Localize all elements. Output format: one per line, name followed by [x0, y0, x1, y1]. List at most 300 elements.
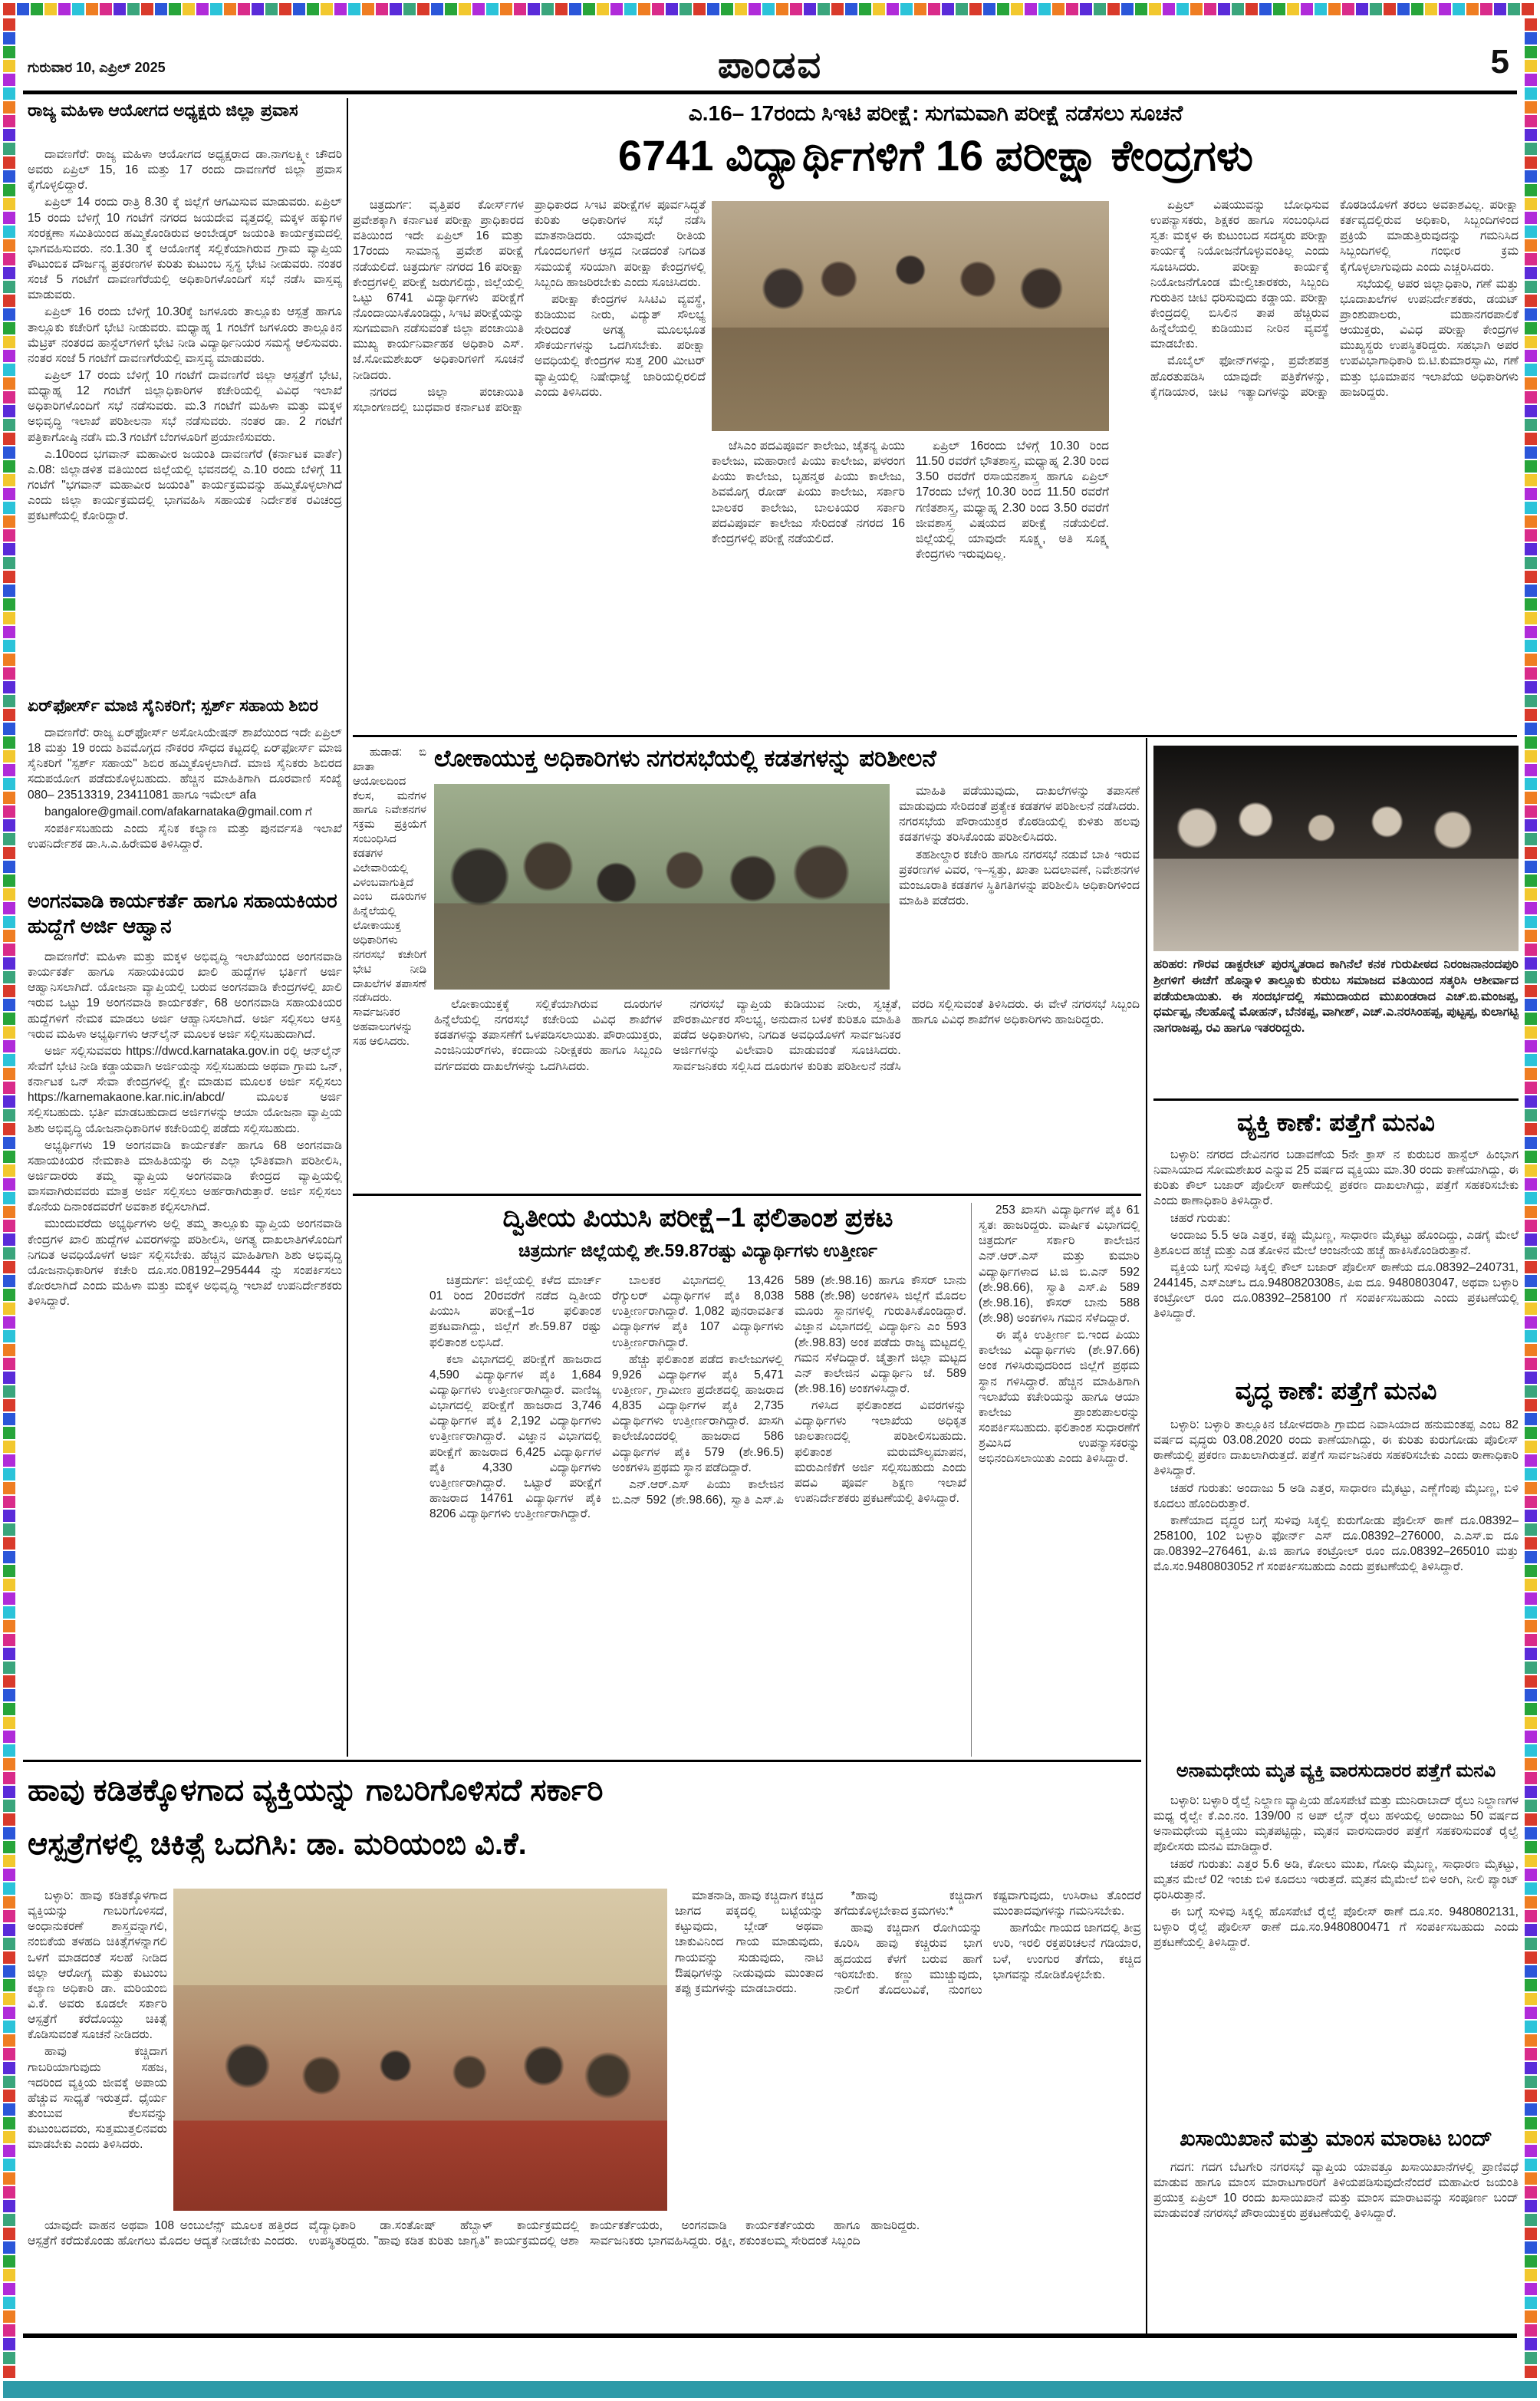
border-square: [1525, 446, 1537, 459]
border-square: [1525, 1938, 1537, 1950]
border-square: [707, 3, 719, 15]
border-square: [1525, 1758, 1537, 1770]
headline-puc-results: ದ್ವಿತೀಯ ಪಿಯುಸಿ ಪರೀಕ್ಷೆ–1 ಫಲಿತಾಂಶ ಪ್ರಕಟ: [502, 1203, 893, 1233]
border-square: [1135, 3, 1147, 15]
border-square: [749, 3, 761, 15]
border-square: [3, 101, 15, 114]
border-square: [1525, 488, 1537, 500]
border-square: [1525, 1468, 1537, 1480]
border-square: [3, 1247, 15, 1260]
border-square: [3, 433, 15, 445]
border-square: [3, 2186, 15, 2198]
rule-page-bottom: [23, 2333, 1517, 2338]
border-square: [3, 129, 15, 141]
border-square: [1525, 1800, 1537, 1812]
border-square: [1525, 1220, 1537, 1232]
border-square: [1525, 1247, 1537, 1260]
border-square: [3, 681, 15, 693]
border-square: [293, 3, 305, 15]
border-square: [3, 322, 15, 334]
border-square: [3, 156, 15, 169]
divider-right-rail: [1146, 738, 1147, 2333]
border-top-squares: [3, 3, 1534, 15]
border-bottom-bar: [3, 2381, 1537, 2398]
border-square: [3, 1137, 15, 1149]
border-square: [3, 1579, 15, 1591]
border-square: [1525, 1399, 1537, 1411]
border-square: [1525, 957, 1537, 970]
border-square: [3, 2172, 15, 2185]
border-square: [1525, 1095, 1537, 1108]
border-square: [238, 3, 250, 15]
border-square: [3, 1662, 15, 1674]
body-paragraph: ದಾವಣಗೆರೆ: ರಾಜ್ಯ ಏರ್‌ಫೋರ್ಸ್ ಅಸೋಸಿಯೇಷನ್ ಶಾಖೆಯಿಂದ ಇದೇ ಏಪ್ರಿಲ್ 18 ಮತ್ತು 19 ರಂದು ಶಿವಮೊಗ್ಗದ ನೌಕರರ ಸೌಧದ ಕಟ್ಟದಲ್ಲಿ ಏರ್‌ಫೋರ್ಸ್ ಮಾಜಿ ಸೈನಿಕರಿಗೆ "ಸ್ಪರ್ಶ್ ಸಹಾಯ" ಶಿಬಿರ ಹಮ್ಮಿಕೊಳ್ಳಲಾಗಿದೆ. ಮಾಜಿ ಸೈನಿಕರು ಶಿಬಿರದ ಸದುಪಯೋಗ ಪಡೆದುಕೊಳ್ಳಬಹುದು. ಹೆಚ್ಚಿನ ಮಾಹಿತಿಗಾಗಿ ದೂರವಾಣಿ ಸಂಖ್ಯೆ 080– 23513319, 23411081 ಹಾಗೂ ಇಮೇಲ್ afa: [28, 726, 342, 802]
border-square: [555, 3, 568, 15]
border-square: [721, 3, 733, 15]
border-square: [1525, 1634, 1537, 1646]
border-square: [1525, 1924, 1537, 1936]
border-square: [3, 1275, 15, 1287]
border-square: [3, 2214, 15, 2226]
border-square: [1525, 805, 1537, 818]
headline-unknown-dead: ಅನಾಮಧೇಯ ಮೃತ ವ್ಯಕ್ತಿ ವಾರಸುದಾರರ ಪತ್ತೆಗೆ ಮನವಿ: [1176, 1760, 1496, 1781]
border-square: [3, 902, 15, 914]
border-square: [1525, 1316, 1537, 1329]
border-square: [155, 3, 167, 15]
body-paragraph: ಸಭೆಯಲ್ಲಿ ಅಪರ ಜಿಲ್ಲಾಧಿಕಾರಿ, ಗಣೆ ಮತ್ತು ಭೂದಾಖಲೆಗಳ ಉಪನಿರ್ದೇಶಕರು, ಡಯಟ್ ಪ್ರಾಂಶುಪಾಲರು, ಮಹಾನಗರಪಾಲಿಕೆ ಆಯುಕ್ತರು, ವಿವಿಧ ಪರೀಕ್ಷಾ ಕೇಂದ್ರಗಳ ಮುಖ್ಯಸ್ಥರು ಉಪಸ್ಥಿತರಿದ್ದರು. ಸಹಭಾಗಿ ಅಪರ ಉಪವಿಭಾಗಾಧಿಕಾರಿ ಬಿ.ಟಿ.ಕುಮಾರಸ್ವಾಮಿ, ಗಣೆ ಮತ್ತು ಭೂಮಾಪನ ಇಲಾಖೆಯ ಅಧಿಕಾರಿಗಳು ಹಾಜರಿದ್ದರು.: [1340, 277, 1519, 399]
border-square: [1525, 1385, 1537, 1398]
border-square: [348, 3, 360, 15]
border-square: [1525, 750, 1537, 762]
border-square: [3, 2076, 15, 2088]
edition-date: ಗುರುವಾರ 10, ಎಪ್ರಿಲ್ 2025: [28, 60, 166, 75]
border-square: [1525, 1979, 1537, 1991]
border-square: [3, 736, 15, 749]
border-square: [1525, 1841, 1537, 1853]
awareness-group-silhouettes: [173, 1889, 667, 2211]
border-square: [3, 1482, 15, 1494]
border-square: [3, 267, 15, 279]
page-number: 5: [1490, 43, 1509, 81]
border-square: [472, 3, 485, 15]
border-square: [3, 170, 15, 183]
body-paragraph: ಹಾಗೆಯೇ ಗಾಯದ ಜಾಗದಲ್ಲಿ ತೀವ್ರ ಉರಿ, ಇರಲಿ ರಕ್ತಪರಿಚಲನೆ ಗಡಿಯಾರ, ಬಳೆ, ಉಂಗುರ ತೆಗೆದು, ಕಚ್ಚಿದ ಭಾಗವನ್ನು ನೋಡಿಕೊಳ್ಳಬೇಕು.: [992, 1922, 1141, 1981]
border-square: [3, 1399, 15, 1411]
border-square: [3, 1565, 15, 1577]
border-square: [3, 1896, 15, 1909]
border-square: [624, 3, 637, 15]
border-square: [169, 3, 181, 15]
headline-missing-elder: ವೃದ್ಧ ಕಾಣೆ: ಪತ್ತೆಗೆ ಮನವಿ: [1235, 1377, 1437, 1405]
border-square: [252, 3, 264, 15]
border-square: [3, 971, 15, 983]
body-paragraph: ಎ.10ರಿಂದ ಭಗವಾನ್ ಮಹಾವೀರ ಜಯಂತಿ ದಾವಣಗೆರೆ (ಕರ್ನಾಟಕ ವಾರ್ತೆ) ಎ.08: ಜಿಲ್ಲಾಡಳಿತ ವತಿಯಿಂದ ಜಿಲ್ಲೆಯಲ್ಲಿ ಭವನದಲ್ಲಿ ಎ.10 ರಂದು ಬೆಳಿಗ್ಗೆ 11 ಗಂಟೆಗೆ "ಭಗವಾನ್ ಮಹಾವೀರ ಜಯಂತಿ" ಕಾರ್ಯಕ್ರಮವನ್ನು ಹಮ್ಮಿಕೊಳ್ಳಲಾಗಿದೆ ಎಂದು ಜಿಲ್ಲಾ ಕಾರ್ಯಕ್ರಮದಲ್ಲಿ ಭಾಗವಹಿಸಿ ಸಹಾಯಕ ನಿರ್ದೇಶಕ ರವಿಚಂದ್ರ ಪ್ರಕಟಣೆಯಲ್ಲಿ ಕೋರಿದ್ದಾರೆ.: [28, 447, 342, 523]
border-square: [3, 1054, 15, 1066]
border-square: [1525, 1648, 1537, 1660]
border-square: [1525, 1744, 1537, 1757]
border-square: [376, 3, 388, 15]
border-square: [3, 308, 15, 321]
border-square: [693, 3, 706, 15]
border-square: [1190, 3, 1203, 15]
border-square: [17, 3, 29, 15]
border-square: [100, 3, 112, 15]
border-square: [1525, 585, 1537, 597]
border-square: [3, 1330, 15, 1342]
border-square: [638, 3, 650, 15]
border-square: [1525, 129, 1537, 141]
border-square: [666, 3, 678, 15]
border-square: [1525, 1178, 1537, 1191]
border-square: [1245, 3, 1258, 15]
border-square: [3, 1385, 15, 1398]
border-square: [652, 3, 664, 15]
border-square: [321, 3, 333, 15]
border-square: [1525, 1496, 1537, 1508]
rule-below-cet: [353, 735, 1517, 737]
border-square: [3, 764, 15, 776]
border-square: [3, 1592, 15, 1605]
border-square: [1525, 833, 1537, 845]
border-square: [1342, 3, 1354, 15]
border-square: [3, 281, 15, 293]
border-square: [1453, 3, 1465, 15]
border-square: [1525, 1482, 1537, 1494]
border-square: [1094, 3, 1106, 15]
border-square: [1525, 999, 1537, 1011]
border-square: [3, 819, 15, 832]
body-paragraph: ಬಳ್ಳಾರಿ: ಹಾವು ಕಡಿತಕ್ಕೊಳಗಾದ ವ್ಯಕ್ತಿಯನ್ನು ಗಾಬರಿಗೊಳಿಸದೆ, ಅಂಧಾನುಕರಣೆ ಶಾಸ್ತ್ರವನ್ನಾಗಲಿ, ನಂಬಿಕೆಯ ತಳಹದಿ ಚಿಕಿತ್ಸೆಗಳನ್ನಾಗಲಿ ಒಳಗೆ ಮಾಡದಂತೆ ಸಲಹೆ ನೀಡಿದ ಜಿಲ್ಲಾ ಆರೋಗ್ಯ ಮತ್ತು ಕುಟುಂಬ ಕಲ್ಯಾಣ ಅಧಿಕಾರಿ ಡಾ. ಮರಿಯಂಬಿ ವಿ.ಕೆ. ಅವರು ಕೂಡಲೇ ಸರ್ಕಾರಿ ಆಸ್ಪತ್ರೆಗೆ ಕರೆದೊಯ್ದು ಚಿಕಿತ್ಸೆ ಕೊಡಿಸುವಂತೆ ಸೂಚನೆ ನೀಡಿದರು.: [28, 1889, 167, 2042]
body-paragraph: ಮಾತನಾಡಿ, ಹಾವು ಕಚ್ಚಿದಾಗ ಕಚ್ಚಿದ ಜಾಗದ ಪಕ್ಕದಲ್ಲಿ ಬಟ್ಟೆಯನ್ನು ಕಟ್ಟುವುದು, ಬ್ಲೇಡ್ ಅಥವಾ ಚಾಕುವಿನಿಂದ ಗಾಯ ಮಾಡುವುದು, ಗಾಯವನ್ನು ಸುಡುವುದು, ನಾಟಿ ಔಷಧಿಗಳನ್ನು ನೀಡುವುದು ಮುಂತಾದ ತಪ್ಪು ಕ್ರಮಗಳನ್ನು ಮಾಡಬಾರದು.: [675, 1889, 824, 1995]
border-square: [1525, 1910, 1537, 1922]
border-left-squares: [3, 18, 15, 2378]
border-square: [1525, 874, 1537, 887]
article-unknown-dead-body: [1153, 1793, 1519, 2116]
border-square: [1411, 3, 1423, 15]
border-square: [3, 377, 15, 390]
border-square: [3, 585, 15, 597]
border-square: [3, 1026, 15, 1039]
border-square: [1525, 1689, 1537, 1701]
border-square: [1149, 3, 1161, 15]
border-square: [1525, 778, 1537, 790]
border-square: [3, 2034, 15, 2047]
border-square: [1525, 364, 1537, 376]
border-square: [610, 3, 623, 15]
border-square: [1525, 1551, 1537, 1563]
border-square: [1080, 3, 1092, 15]
headline-missing-person: ವ್ಯಕ್ತಿ ಕಾಣೆ: ಪತ್ತೆಗೆ ಮನವಿ: [1237, 1108, 1435, 1136]
border-square: [1525, 170, 1537, 183]
border-square: [3, 1800, 15, 1812]
border-square: [1525, 2103, 1537, 2116]
border-square: [431, 3, 443, 15]
border-square: [1525, 2034, 1537, 2047]
border-square: [1525, 1951, 1537, 1964]
kicker-cet-exam: ಎ.16– 17ರಂದು ಸಿಇಟಿ ಪರೀಕ್ಷೆ: ಸುಗಮವಾಗಿ ಪರೀಕ್ಷೆ ನಡೆಸಲು ಸೂಚನೆ: [688, 101, 1183, 125]
border-square: [3, 2021, 15, 2033]
border-square: [403, 3, 416, 15]
border-square: [1525, 1537, 1537, 1550]
body-paragraph: ಕಾಣೆಯಾದ ವೃದ್ಧರ ಬಗ್ಗೆ ಸುಳಿವು ಸಿಕ್ಕಲ್ಲಿ ಕುರುಗೋಡು ಪೊಲೀಸ್ ಠಾಣೆ ದೂ.08392–258100, 102 ಬಳ್ಳಾರಿ ಫೋರ್ನ್ ಎಸ್ ದೂ.08392–276000, ಎ.ಎಸ್.ಐ ದೂ ಡಾ.08392–276461, ಪಿ.ಜಿ ಹಾಗೂ ಕಂಟ್ರೋಲ್ ರೂಂ ದೂ.08392–265010 ಮತ್ತು ಮೊ.ಸಂ.9480803052 ಗೆ ಸಂಪರ್ಕಿಸಬಹುದು ಎಂದು ಪ್ರಕಟಣೆಯಲ್ಲಿ ತಿಳಿಸಿದ್ದಾರೆ.: [1153, 1513, 1519, 1574]
border-square: [44, 3, 57, 15]
body-paragraph: ಹೆಚ್ಚು ಫಲಿತಾಂಶ ಪಡೆದ ಕಾಲೇಜುಗಳಲ್ಲಿ 9,926 ವಿದ್ಯಾರ್ಥಿಗಳ ಪೈಕಿ 5,471 ಉತ್ತೀರ್ಣ, ಗ್ರಾಮೀಣ ಪ್ರದೇಶದಲ್ಲಿ ಹಾಜರಾದ 4,835 ವಿದ್ಯಾರ್ಥಿಗಳ ಪೈಕಿ 2,735 ವಿದ್ಯಾರ್ಥಿಗಳು ಉತ್ತೀರ್ಣರಾಗಿದ್ದಾರೆ. ಖಾಸಗಿ ಕಾಲೇಜೊಂದರಲ್ಲಿ ಹಾಜರಾದ 586 ವಿದ್ಯಾರ್ಥಿಗಳ ಪೈಕಿ 579 (ಶೇ.96.5) ಅಂಕಗಳಿಸಿ ಪ್ರಥಮ ಸ್ಥಾನ ಪಡೆದಿದ್ದಾರೆ.: [612, 1352, 784, 1474]
border-square: [1525, 529, 1537, 542]
border-square: [1525, 2090, 1537, 2102]
border-square: [3, 2228, 15, 2240]
border-square: [873, 3, 885, 15]
border-square: [1525, 1344, 1537, 1356]
border-square: [1038, 3, 1051, 15]
border-square: [1525, 861, 1537, 873]
border-square: [1525, 1620, 1537, 1632]
border-square: [1525, 612, 1537, 624]
border-square: [1370, 3, 1382, 15]
border-square: [1525, 543, 1537, 555]
border-square: [1525, 1427, 1537, 1439]
border-square: [1525, 764, 1537, 776]
harihara-felicitation-photo: [1153, 746, 1519, 951]
border-square: [1525, 902, 1537, 914]
border-square: [1525, 1303, 1537, 1315]
border-square: [1525, 1233, 1537, 1246]
border-square: [3, 2366, 15, 2378]
border-square: [1525, 239, 1537, 252]
border-square: [3, 1427, 15, 1439]
body-paragraph: ದಾವಣಗೆರೆ: ರಾಜ್ಯ ಮಹಿಳಾ ಆಯೋಗದ ಅಧ್ಯಕ್ಷರಾದ ಡಾ.ನಾಗಲಕ್ಷ್ಮೀ ಚೌದರಿ ಅವರು ಏಪ್ರಿಲ್ 15, 16 ಮತ್ತು 17 ರಂದು ದಾವಣಗೆರೆ ಜಿಲ್ಲಾ ಪ್ರವಾಸ ಕೈಗೊಳ್ಳಲಿದ್ದಾರೆ.: [28, 148, 342, 193]
border-square: [1525, 87, 1537, 100]
border-square: [541, 3, 554, 15]
article-lokayukta-bottom: [434, 997, 1140, 1189]
border-square: [1525, 916, 1537, 928]
border-square: [3, 874, 15, 887]
border-square: [3, 1813, 15, 1826]
article-anganwadi-body: [28, 950, 342, 1755]
border-square: [3, 2103, 15, 2116]
body-paragraph: ಏಪ್ರಿಲ್ 16ರಂದು ಬೆಳಿಗ್ಗೆ 10.30 ರಿಂದ 11.50 ರವರೆಗೆ ಭೌತಶಾಸ್ತ್ರ, ಮಧ್ಯಾಹ್ನ 2.30 ರಿಂದ 3.50 ರವರೆಗೆ ರಸಾಯನಶಾಸ್ತ್ರ ಹಾಗೂ ಏಪ್ರಿಲ್ 17ರಂದು ಬೆಳಿಗ್ಗೆ 10.30 ರಿಂದ 11.50 ರವರೆಗೆ ಗಣಿತಶಾಸ್ತ್ರ, ಮಧ್ಯಾಹ್ನ 2.30 ರಿಂದ 3.50 ರವರೆಗೆ ಜೀವಶಾಸ್ತ್ರ ವಿಷಯದ ಪರೀಕ್ಷೆ ನಡೆಯಲಿದೆ. ಜಿಲ್ಲೆಯಲ್ಲಿ ಯಾವುದೇ ಸೂಕ್ಷ್ಮ, ಅತಿ ಸೂಕ್ಷ್ಮ ಕೇಂದ್ರಗಳು ಇರುವುದಿಲ್ಲ.: [916, 440, 1109, 561]
border-square: [31, 3, 43, 15]
border-square: [3, 1717, 15, 1729]
border-square: [390, 3, 402, 15]
border-square: [58, 3, 71, 15]
article-missing-person-body: [1153, 1148, 1519, 1368]
border-square: [1525, 2007, 1537, 2019]
border-square: [3, 1151, 15, 1163]
border-square: [486, 3, 499, 15]
border-square: [818, 3, 830, 15]
border-square: [1301, 3, 1313, 15]
border-square: [3, 1206, 15, 1218]
border-square: [1525, 1703, 1537, 1715]
border-square: [3, 1303, 15, 1315]
border-square: [3, 1648, 15, 1660]
border-square: [983, 3, 995, 15]
border-square: [1525, 736, 1537, 749]
border-square: [762, 3, 775, 15]
border-square: [1525, 1109, 1537, 1121]
article-missing-elder-body: [1153, 1418, 1519, 1752]
border-square: [3, 1606, 15, 1619]
masthead-title: ಪಾಂಡವ: [717, 45, 823, 86]
border-square: [1525, 1068, 1537, 1080]
border-square: [3, 502, 15, 514]
border-square: [1525, 2200, 1537, 2212]
border-square: [1525, 1772, 1537, 1784]
border-square: [1525, 1510, 1537, 1522]
body-paragraph: ಚಹರೆ ಗುರುತು:: [1170, 1211, 1231, 1225]
rule-below-lokayukta: [353, 1194, 1141, 1196]
border-square: [1525, 1592, 1537, 1605]
border-square: [1525, 2172, 1537, 2185]
body-paragraph: ಬಳ್ಳಾರಿ: ಬಳ್ಳಾರಿ ತಾಲ್ಲೂಕಿನ ಜೋಳದರಾಶಿ ಗ್ರಾಮದ ನಿವಾಸಿಯಾದ ಹನುಮಂತಪ್ಪ ಎಂಬ 82 ವರ್ಷದ ವೃದ್ಧರು 03.08.2020 ರಂದು ಕಾಣೆಯಾಗಿದ್ದು, ಈ ಕುರಿತು ಕುರುಗೋಡು ಪೊಲೀಸ್ ಠಾಣೆಯಲ್ಲಿ ಪ್ರಕರಣ ದಾಖಲಾಗಿರುತ್ತದೆ. ಪತ್ತೆಗೆ ಸಾರ್ವಜನಿಕರು ಸಹಕರಿಸಬೇಕು ಎಂದು ಠಾಣಾಧಿಕಾರಿ ತಿಳಿಸಿದ್ದಾರೆ.: [1153, 1418, 1519, 1478]
body-paragraph: ಪರೀಕ್ಷಾ ಕೇಂದ್ರಗಳ ಸಿಸಿಟಿವಿ ವ್ಯವಸ್ಥೆ, ಕುಡಿಯುವ ನೀರು, ವಿದ್ಯುತ್ ಸೌಲಭ್ಯ ಸೇರಿದಂತೆ ಅಗತ್ಯ ಮೂಲಭೂತ ಸೌಕರ್ಯಗಳನ್ನು ಒದಗಿಸಬೇಕು. ಪರೀಕ್ಷಾ ಅವಧಿಯಲ್ಲಿ ಕೇಂದ್ರಗಳ ಸುತ್ತ 200 ಮೀಟರ್ ವ್ಯಾಪ್ತಿಯಲ್ಲಿ ನಿಷೇಧಾಜ್ಞೆ ಜಾರಿಯಲ್ಲಿರಲಿದೆ ಎಂದು ತಿಳಿಸಿದರು.: [535, 292, 706, 399]
border-square: [3, 1413, 15, 1425]
body-paragraph: ತಹಶೀಲ್ದಾರ ಕಚೇರಿ ಹಾಗೂ ನಗರಸಭೆ ನಡುವೆ ಬಾಕಿ ಇರುವ ಪ್ರಕರಣಗಳ ವಿವರ, ಇ–ಸ್ವತ್ತು, ಖಾತಾ ಬದಲಾವಣೆ, ನಿವೇಶನಗಳ ಮಂಜೂರಾತಿ ಕಡತಗಳ ಸ್ಥಿತಿಗತಿಗಳನ್ನು ಪರಿಶೀಲಿಸಿ ಅಧಿಕಾರಿಗಳಿಂದ ಮಾಹಿತಿ ಪಡೆದರು.: [899, 848, 1140, 907]
border-square: [1525, 2338, 1537, 2350]
body-paragraph: ದಾವಣಗೆರೆ: ಮಹಿಳಾ ಮತ್ತು ಮಕ್ಕಳ ಅಭಿವೃದ್ಧಿ ಇಲಾಖೆಯಿಂದ ಅಂಗನವಾಡಿ ಕಾರ್ಯಕರ್ತೆ ಹಾಗೂ ಸಹಾಯಕಿಯರ ಖಾಲಿ ಹುದ್ದೆಗಳ ಭರ್ತಿಗೆ ಅರ್ಜಿ ಆಹ್ವಾನಿಸಲಾಗಿದೆ. ಯೋಜನಾ ವ್ಯಾಪ್ತಿಯಲ್ಲಿ ಬರುವ ಅಂಗನವಾಡಿ ಕೇಂದ್ರಗಳಲ್ಲಿ ಖಾಲಿ ಇರುವ ಒಟ್ಟು 19 ಅಂಗನವಾಡಿ ಕಾರ್ಯಕರ್ತೆ, 68 ಅಂಗನವಾಡಿ ಸಹಾಯಕಿಯರ ಹುದ್ದೆಗಳಿಗೆ ನೇಮಕ ಮಾಡಲು ಅರ್ಜಿ ಆಹ್ವಾನಿಸಲಾಗಿದೆ. ಅರ್ಜಿ ಸಲ್ಲಿಸಲು ಆಸಕ್ತಿ ಇರುವ ಮಹಿಳಾ ಅಭ್ಯರ್ಥಿಗಳು ಆನ್‌ಲೈನ್ ಮೂಲಕ ಅರ್ಜಿ ಸಲ್ಲಿಸಬಹುದಾಗಿದೆ.: [28, 950, 342, 1041]
border-square: [3, 571, 15, 583]
rule-rail-1: [1153, 1098, 1519, 1101]
body-paragraph: ಹುಡಾಡ: ಬಿ ಖಾತಾ ಆಯೇೂಲದಿಂದ ಕೆಲಸ, ಮನೆಗಳ ಹಾಗೂ ನಿವೇಶನಗಳ ಸಕ್ರಮ ಪ್ರಕ್ರಿಯೆಗೆ ಸಂಬಂಧಿಸಿದ ಕಡತಗಳ ವಿಲೇವಾರಿಯಲ್ಲಿ ವಿಳಂಬವಾಗುತ್ತಿದೆ ಎಂಬ ದೂರುಗಳ ಹಿನ್ನೆಲೆಯಲ್ಲಿ ಲೋಕಾಯುಕ್ತ ಅಧಿಕಾರಿಗಳು ನಗರಸಭೆ ಕಚೇರಿಗೆ ಭೇಟಿ ನೀಡಿ ದಾಖಲೆಗಳ ತಪಾಸಣೆ ನಡೆಸಿದರು. ಸಾರ್ವಜನಿಕರ ಅಹವಾಲುಗಳನ್ನು ಸಹ ಆಲಿಸಿದರು.: [353, 746, 426, 1048]
border-square: [3, 2131, 15, 2143]
border-square: [1525, 502, 1537, 514]
border-square: [1525, 267, 1537, 279]
border-square: [210, 3, 222, 15]
border-square: [1525, 18, 1537, 31]
border-square: [942, 3, 954, 15]
border-square: [3, 1965, 15, 1978]
border-square: [183, 3, 195, 15]
border-square: [1397, 3, 1410, 15]
border-square: [500, 3, 512, 15]
snake-awareness-photo: [173, 1889, 667, 2211]
border-square: [3, 1703, 15, 1715]
header-rule: [23, 91, 1517, 94]
border-square: [3, 1689, 15, 1701]
border-square: [3, 239, 15, 252]
border-square: [279, 3, 291, 15]
border-square: [1204, 3, 1216, 15]
border-square: [3, 1551, 15, 1563]
border-square: [514, 3, 526, 15]
border-square: [3, 2048, 15, 2060]
border-square: [1525, 1813, 1537, 1826]
border-square: [459, 3, 471, 15]
article-lokayukta-side: [353, 746, 426, 1189]
border-square: [1525, 1965, 1537, 1978]
headline-slaughter-ban: ಖಸಾಯಿಖಾನೆ ಮತ್ತು ಮಾಂಸ ಮಾರಾಟ ಬಂದ್: [1180, 2126, 1492, 2150]
border-square: [3, 778, 15, 790]
border-square: [3, 888, 15, 901]
border-square: [569, 3, 581, 15]
border-square: [3, 1951, 15, 1964]
border-square: [1525, 1026, 1537, 1039]
border-square: [1525, 1206, 1537, 1218]
border-square: [72, 3, 84, 15]
headline-mahila-ayoga: ರಾಜ್ಯ ಮಹಿಳಾ ಆಯೋಗದ ಅಧ್ಯಕ್ಷರು ಜಿಲ್ಲಾ ಪ್ರವಾಸ: [28, 100, 298, 120]
border-square: [1525, 2214, 1537, 2226]
border-square: [3, 1068, 15, 1080]
body-paragraph: ಅಂದಾಜು 5.5 ಅಡಿ ಎತ್ತರ, ಕಪ್ಪು ಮೈಬಣ್ಣ, ಸಾಧಾರಣ ಮೈಕಟ್ಟು ಹೊಂದಿದ್ದು, ಎಡಗೈ ಮೇಲೆ ತ್ರಿಶೂಲದ ಹಚ್ಚೆ ಮತ್ತು ಎಡ ತೋಳಿನ ಮೇಲೆ ಆಂಜನೇಯ ಹಚ್ಚೆ ಹಾಕಿಸಿಕೊಂಡಿರುತ್ತಾನೆ.: [1153, 1228, 1519, 1257]
border-square: [1525, 709, 1537, 721]
border-square: [3, 226, 15, 238]
border-square: [3, 1938, 15, 1950]
border-square: [3, 1468, 15, 1480]
body-paragraph: bangalore@gmail.com/afakarnataka@gmail.com ಗೆ: [44, 805, 312, 818]
border-square: [3, 1233, 15, 1246]
border-square: [528, 3, 540, 15]
article-cet-body-left: [353, 198, 706, 727]
body-paragraph: ವ್ಯಕ್ತಿಯ ಬಗ್ಗೆ ಸುಳಿವು ಸಿಕ್ಕಲ್ಲಿ ಕೌಲ್ ಬಜಾರ್ ಪೊಲೀಸ್ ಠಾಣೆಯ ದೂ.08392–240731, 244145, ಎಸ್‌ಎಚ್‌ಒ ದೂ.9480820308ಽ, ಪಿಐ ದೂ. 9480803047, ಅಥವಾ ಬಳ್ಳಾರಿ ಕಂಟ್ರೋಲ್ ರೂಂ ದೂ.08392–258100 ಗೆ ಸಂಪರ್ಕಿಸಬಹುದು ಎಂದು ಪ್ರಕಟಣೆಯಲ್ಲಿ ತಿಳಿಸಿದ್ದಾರೆ.: [1153, 1260, 1519, 1321]
border-square: [1522, 3, 1534, 15]
border-square: [1525, 1082, 1537, 1094]
border-square: [3, 1441, 15, 1453]
border-square: [3, 1510, 15, 1522]
border-square: [1525, 944, 1537, 956]
headline-snakebite-line2: ಆಸ್ಪತ್ರೆಗಳಲ್ಲಿ ಚಿಕಿತ್ಸೆ ಒದಗಿಸಿ: ಡಾ. ಮರಿಯಂಬಿ ವಿ.ಕೆ.: [28, 1827, 527, 1861]
border-square: [3, 1537, 15, 1550]
border-square: [3, 1772, 15, 1784]
body-paragraph: ಏಪ್ರಿಲ್ 14 ರಂದು ರಾತ್ರಿ 8.30 ಕ್ಕೆ ಜಿಲ್ಲೆಗೆ ಆಗಮಿಸುವ ಮಾಡುವರು. ಏಪ್ರಿಲ್ 15 ರಂದು ಬೆಳಿಗ್ಗೆ 10 ಗಂಟೆಗೆ ನಗರದ ಜಯದೇವ ವೃತ್ತದಲ್ಲಿ ಮಕ್ಕಳ ಹಕ್ಕುಗಳ ಸಂರಕ್ಷಣಾ ಸಮಿತಿಯಿಂದ ಹಮ್ಮಿಕೊಂಡಿರುವ ಅಂಬೇಡ್ಕರ್ ಜಯಂತಿ ಕಾರ್ಯಕ್ರಮದಲ್ಲಿ ಭಾಗವಹಿಸುವರು. ನಂ.1.30 ಕ್ಕೆ ಆಯೋಗಕ್ಕೆ ಸಲ್ಲಿಕೆಯಾಗಿರುವ ಗ್ರಾಮ ವ್ಯಾಪ್ತಿಯ ಕೌಟುಂಬಿಕ ದೌರ್ಜನ್ಯ ಪ್ರಕರಣಗಳ ಕುರಿತು ಕುಟುಂಬ ಸ್ವಸ್ಥ ಭೇಟಿ ನೀಡುವರು. ನಂತರ ಸಂಜೆ 5 ಗಂಟೆಗೆ ದಾವಣಗೆರೆಯಲ್ಲಿ ಅಧಿಕಾರಿಗಳೊಂದಿಗೆ ಸಭೆ ನಡೆಸಿ ವಾಸ್ತವ್ಯ ಮಾಡುವರು.: [28, 196, 342, 302]
border-square: [3, 1164, 15, 1177]
border-square: [141, 3, 153, 15]
border-square: [1508, 3, 1520, 15]
border-square: [3, 1344, 15, 1356]
border-square: [1525, 1827, 1537, 1839]
border-square: [114, 3, 126, 15]
border-square: [127, 3, 140, 15]
article-cet-body-mid: [712, 439, 1109, 727]
body-paragraph: ಮುಂದುವರೆದು ಅಭ್ಯರ್ಥಿಗಳು ಅಲ್ಲಿ ತಮ್ಮ ತಾಲ್ಲೂಕು ವ್ಯಾಪ್ತಿಯ ಅಂಗನವಾಡಿ ಕೇಂದ್ರಗಳ ಖಾಲಿ ಹುದ್ದೆಗಳ ವಿವರಗಳನ್ನು ಪರಿಶೀಲಿಸಿ, ಅಗತ್ಯ ದಾಖಲಾತಿಗಳೊಂದಿಗೆ ನಿಗದಿತ ಅವಧಿಯೊಳಗೆ ಅರ್ಜಿ ಸಲ್ಲಿಸಬೇಕು. ಹೆಚ್ಚಿನ ಮಾಹಿತಿಗಾಗಿ ಶಿಶು ಅಭಿವೃದ್ಧಿ ಯೋಜನಾಧಿಕಾರಿಗಳ ಕಚೇರಿ ದೂ.ಸಂ.08192–295444 ನ್ನು ಸಂಪರ್ಕಿಸಲು ಕೋರಲಾಗಿದೆ ಎಂದು ಮಹಿಳಾ ಮತ್ತು ಮಕ್ಕಳ ಅಭಿವೃದ್ಧಿ ಇಲಾಖೆ ಉಪನಿರ್ದೇಶಕರು ತಿಳಿಸಿದ್ದಾರೆ.: [28, 1217, 342, 1309]
border-square: [1525, 985, 1537, 997]
border-square: [859, 3, 871, 15]
border-square: [1525, 819, 1537, 832]
border-square: [3, 1786, 15, 1798]
border-square: [1525, 32, 1537, 44]
border-square: [3, 1289, 15, 1301]
rule-above-snake: [23, 1760, 1141, 1762]
border-square: [3, 2269, 15, 2281]
border-square: [1525, 1164, 1537, 1177]
border-square: [3, 847, 15, 859]
border-square: [1525, 2310, 1537, 2323]
border-square: [3, 833, 15, 845]
border-square: [3, 1827, 15, 1839]
border-square: [3, 1758, 15, 1770]
body-paragraph: ಚಿತ್ರದುರ್ಗ: ವೃತ್ತಿಪರ ಕೋರ್ಸ್‌ಗಳ ಪ್ರವೇಶಕ್ಕಾಗಿ ಕರ್ನಾಟಕ ಪರೀಕ್ಷಾ ಪ್ರಾಧಿಕಾರದ ವತಿಯಿಂದ ಇದೇ ಏಪ್ರಿಲ್ 16 ಮತ್ತು 17ರಂದು ಸಾಮಾನ್ಯ ಪ್ರವೇಶ ಪರೀಕ್ಷೆ ನಡೆಯಲಿದೆ. ಚಿತ್ರದುರ್ಗ ನಗರದ 16 ಪರೀಕ್ಷಾ ಕೇಂದ್ರಗಳಲ್ಲಿ ಪರೀಕ್ಷೆ ಜರುಗಲಿದ್ದು, ಜಿಲ್ಲೆಯಲ್ಲಿ ಒಟ್ಟು 6741 ವಿದ್ಯಾರ್ಥಿಗಳು ಪರೀಕ್ಷೆಗೆ ನೊಂದಾಯಿಸಿಕೊಂಡಿದ್ದು, ಸಿಇಟಿ ಪರೀಕ್ಷೆಯನ್ನು ಸುಗಮವಾಗಿ ನಡೆಸುವಂತೆ ಜಿಲ್ಲಾ ಪಂಚಾಯಿತಿ ಮುಖ್ಯ ಕಾರ್ಯನಿರ್ವಾಹಕ ಅಧಿಕಾರಿ ಎಸ್. ಜೆ.ಸೋಮಶೇಖರ್ ಅಧಿಕಾರಿಗಳಿಗೆ ಸೂಚನೆ ನೀಡಿದರು.: [353, 199, 524, 382]
border-square: [362, 3, 374, 15]
border-square: [1107, 3, 1120, 15]
border-square: [1218, 3, 1230, 15]
border-square: [1525, 143, 1537, 155]
border-square: [3, 295, 15, 307]
border-right-squares: [1525, 18, 1537, 2378]
border-square: [3, 1855, 15, 1867]
border-square: [887, 3, 899, 15]
border-square: [1525, 460, 1537, 473]
border-square: [1525, 1192, 1537, 1204]
article-lokayukta-right: [899, 784, 1140, 991]
border-square: [3, 2338, 15, 2350]
border-square: [1525, 667, 1537, 680]
border-square: [3, 640, 15, 652]
border-square: [445, 3, 457, 15]
body-paragraph: ಮೊಬೈಲ್ ಫೋನ್‌ಗಳನ್ನು, ಪ್ರವೇಶಪತ್ರ ಹೊರತುಪಡಿಸಿ ಯಾವುದೇ ಪತ್ರಿಕೆಗಳನ್ನು, ಕೈಗಡಿಯಾರ, ಚೀಟಿ ಇತ್ಯಾದಿಗಳನ್ನು ಪರೀಕ್ಷಾ ಕೊಠಡಿಯೊಳಗೆ ತರಲು ಅವಕಾಶವಿಲ್ಲ. ಪರೀಕ್ಷಾ ಕರ್ತವ್ಯದಲ್ಲಿರುವ ಅಧಿಕಾರಿ, ಸಿಬ್ಬಂದಿಗಳಿಂದ ಪ್ರಕ್ರಿಯೆ ಮಾಡುತ್ತಿರುವುದನ್ನು ಗಮನಿಸಿದ ಸಿಬ್ಬಂದಿಗಳಲ್ಲಿ ಗಂಭೀರ ಕ್ರಮ ಕೈಗೊಳ್ಳಲಾಗುವುದು ಎಂದು ಎಚ್ಚರಿಸಿದರು.: [1150, 199, 1519, 399]
border-square: [3, 1496, 15, 1508]
border-square: [3, 695, 15, 707]
border-square: [334, 3, 347, 15]
border-square: [1121, 3, 1134, 15]
